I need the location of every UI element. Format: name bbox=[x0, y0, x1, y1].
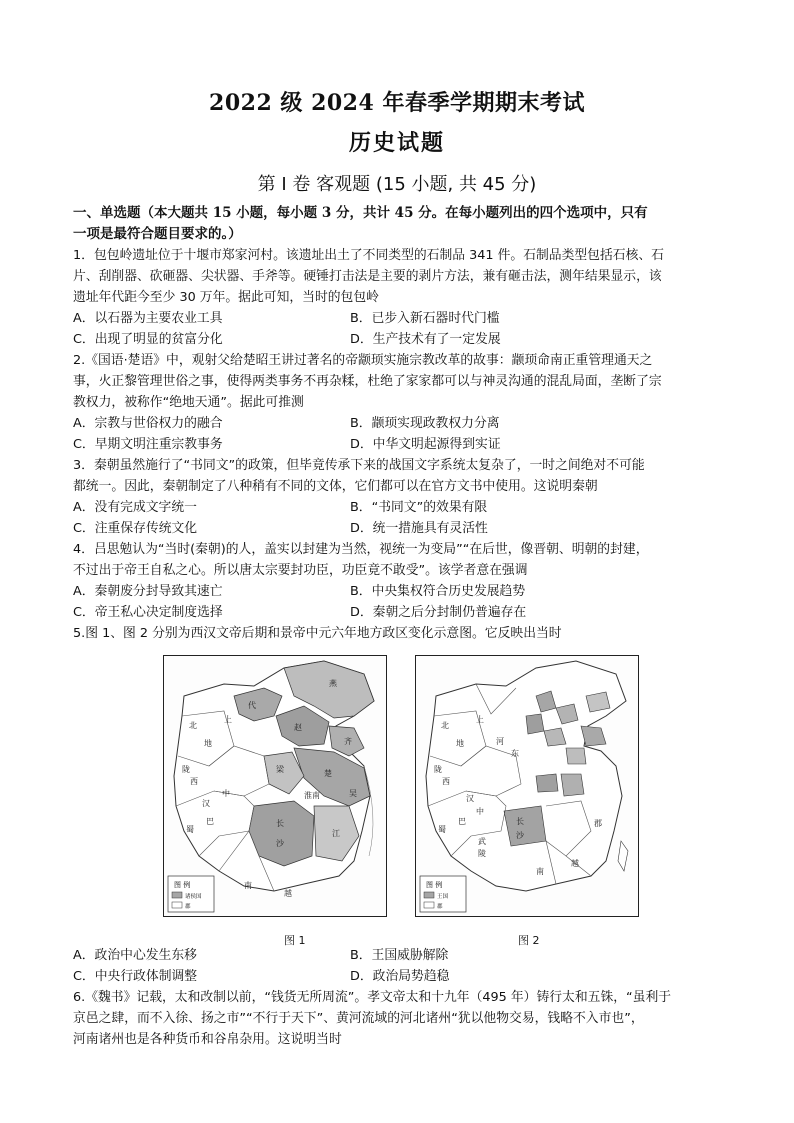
map-label: 汉 bbox=[202, 799, 210, 808]
map-label: 郡 bbox=[594, 819, 602, 828]
map-label: 长 bbox=[276, 819, 284, 828]
map-label: 汉 bbox=[466, 794, 474, 803]
map-label: 巴 bbox=[206, 817, 214, 826]
figure-maps bbox=[163, 655, 625, 945]
question-line: 6.《魏书》记载，太和改制以前，“钱货无所周流”。孝文帝太和十九年（495 年）铸行太和五铢，“虽利于 bbox=[73, 990, 672, 1005]
option-5c: C．中央行政体制调整 bbox=[73, 969, 198, 984]
part-title: 第 I 卷 客观题 (15 小题, 共 45 分) bbox=[257, 174, 537, 195]
option-3a: A．没有完成文字统一 bbox=[73, 500, 197, 515]
option-2a: A．宗教与世俗权力的融合 bbox=[73, 416, 223, 431]
map-label: 上 bbox=[224, 715, 232, 724]
option-1a: A．以石器为主要农业工具 bbox=[73, 311, 223, 326]
figure-1-caption: 图 1 bbox=[284, 934, 306, 947]
map-label: 长 bbox=[516, 817, 524, 826]
option-4c: C．帝王私心决定制度选择 bbox=[73, 605, 223, 620]
map-label: 代 bbox=[248, 701, 256, 710]
map-label: 越 bbox=[571, 859, 579, 868]
option-1b: B．已步入新石器时代门槛 bbox=[350, 311, 500, 326]
section-heading-line-2: 一项是最符合题目要求的。） bbox=[73, 226, 242, 242]
option-3d: D．统一措施具有灵活性 bbox=[350, 521, 488, 536]
map-1-legend-title: 图 例 bbox=[174, 881, 191, 889]
map-2-legend-item-1: 王国 bbox=[437, 894, 449, 900]
question-line: 事，火正黎管理世俗之事，使得两类事务不再杂糅，杜绝了家家都可以与神灵沟通的混乱局面，垄断了宗 bbox=[73, 374, 662, 389]
map-figure-1 bbox=[163, 655, 387, 917]
question-line: 3．秦朝虽然施行了“书同文”的政策，但毕竟传承下来的战国文字系统太复杂了，一时之间绝对不可能 bbox=[73, 458, 645, 473]
map-label: 西 bbox=[442, 777, 450, 786]
option-1c: C．出现了明显的贫富分化 bbox=[73, 332, 223, 347]
question-line: 河南诸州也是各种货币和谷帛杂用。这说明当时 bbox=[73, 1032, 342, 1047]
map-label: 北 bbox=[189, 721, 197, 730]
map-2-legend-title: 图 例 bbox=[426, 881, 443, 889]
option-4d: D．秦朝之后分封制仍普遍存在 bbox=[350, 605, 527, 620]
question-line: 片、刮削器、砍砸器、尖状器、手斧等。硬锤打击法是主要的剥片方法，兼有砸击法，测年结果显示，该 bbox=[73, 269, 662, 284]
question-line: 教权力，被称作“绝地天通”。据此可推测 bbox=[73, 395, 304, 410]
map-label: 吴 bbox=[349, 789, 357, 798]
question-5-stem bbox=[73, 623, 723, 644]
map-1-legend-item-2: 郡 bbox=[185, 904, 191, 910]
map-label: 齐 bbox=[344, 737, 352, 746]
map-2-legend-item-2: 郡 bbox=[437, 904, 443, 910]
map-label: 武 bbox=[478, 837, 486, 846]
map-label: 东 bbox=[511, 749, 519, 758]
map-label: 蜀 bbox=[186, 825, 194, 834]
map-label: 陇 bbox=[182, 765, 190, 774]
map-label: 江 bbox=[332, 829, 340, 838]
option-2b: B．颛顼实现政教权力分离 bbox=[350, 416, 500, 431]
map-label: 沙 bbox=[516, 831, 524, 840]
map-label: 楚 bbox=[324, 769, 332, 778]
map-label: 地 bbox=[456, 739, 464, 748]
map-label: 南 bbox=[244, 881, 252, 890]
exam-title: 2022 级 2024 年春季学期期末考试 bbox=[209, 90, 585, 116]
question-3-stem bbox=[73, 455, 723, 497]
map-figure-2 bbox=[415, 655, 639, 917]
option-5b: B．王国威胁解除 bbox=[350, 948, 449, 963]
option-3c: C．注重保存传统文化 bbox=[73, 521, 198, 536]
question-line: 遗址年代距今至少 30 万年。据此可知，当时的包包岭 bbox=[73, 290, 379, 305]
map-1-svg bbox=[164, 656, 386, 916]
map-label: 南 bbox=[536, 867, 544, 876]
question-2-stem bbox=[73, 350, 723, 413]
option-5d: D．政治局势趋稳 bbox=[350, 969, 450, 984]
subject-title: 历史试题 bbox=[348, 130, 445, 156]
question-1-stem bbox=[73, 245, 723, 308]
option-2d: D．中华文明起源得到实证 bbox=[350, 437, 501, 452]
map-label: 北 bbox=[441, 721, 449, 730]
option-1d: D．生产技术有了一定发展 bbox=[350, 332, 501, 347]
question-line: 不过出于帝王自私之心。所以唐太宗要封功臣，功臣竟不敢受”。该学者意在强调 bbox=[73, 563, 528, 578]
map-label: 上 bbox=[476, 715, 484, 724]
option-4a: A．秦朝废分封导致其速亡 bbox=[73, 584, 223, 599]
map-label: 中 bbox=[222, 789, 230, 798]
question-line: 2.《国语·楚语》中，观射父给楚昭王讲过著名的帝颛顼实施宗教改革的故事：颛顼命南正重管理通天之 bbox=[73, 353, 653, 368]
map-1-legend-item-1: 诸侯国 bbox=[185, 894, 202, 900]
question-line: 都统一。因此，秦朝制定了八种稍有不同的文体，它们都可以在官方文书中使用。这说明秦朝 bbox=[73, 479, 598, 494]
section-heading bbox=[73, 203, 723, 245]
option-5a: A．政治中心发生东移 bbox=[73, 948, 197, 963]
map-label: 地 bbox=[204, 739, 212, 748]
map-label: 陵 bbox=[478, 849, 486, 858]
map-label: 梁 bbox=[276, 765, 284, 774]
option-4b: B．中央集权符合历史发展趋势 bbox=[350, 584, 526, 599]
option-3b: B．“书同文”的效果有限 bbox=[350, 500, 488, 515]
question-4-stem bbox=[73, 539, 723, 581]
map-label: 赵 bbox=[294, 723, 302, 732]
map-label: 越 bbox=[284, 889, 292, 898]
map-label: 河 bbox=[496, 737, 504, 746]
section-heading-line-1: 一、单选题（本大题共 15 小题，每小题 3 分，共计 45 分。在每小题列出的四个选项中，只有 bbox=[73, 205, 648, 221]
map-label: 沙 bbox=[276, 839, 284, 848]
map-label: 燕 bbox=[329, 679, 337, 688]
question-line: 5.图 1、图 2 分别为西汉文帝后期和景帝中元六年地方政区变化示意图。它反映出当时 bbox=[73, 626, 562, 641]
question-line: 4．吕思勉认为“当时(秦朝)的人，盖实以封建为当然，视统一为变局”“在后世，像晋朝、明朝的封建， bbox=[73, 542, 649, 557]
figure-2-caption: 图 2 bbox=[518, 934, 540, 947]
map-2-svg bbox=[416, 656, 638, 916]
map-label: 蜀 bbox=[438, 825, 446, 834]
option-2c: C．早期文明注重宗教事务 bbox=[73, 437, 223, 452]
map-label: 陇 bbox=[434, 765, 442, 774]
map-label: 淮南 bbox=[304, 791, 320, 800]
map-label: 中 bbox=[476, 807, 484, 816]
map-label: 西 bbox=[190, 777, 198, 786]
map-label: 巴 bbox=[458, 817, 466, 826]
question-6-stem bbox=[73, 987, 723, 1050]
question-line: 1．包包岭遗址位于十堰市郑家河村。该遗址出土了不同类型的石制品 341 件。石制品类型包括石核、石 bbox=[73, 248, 664, 263]
question-line: 京邑之肆，而不入徐、扬之市”“不行于天下”、黄河流域的河北诸州“犹以他物交易，钱略不入市也”， bbox=[73, 1011, 644, 1026]
